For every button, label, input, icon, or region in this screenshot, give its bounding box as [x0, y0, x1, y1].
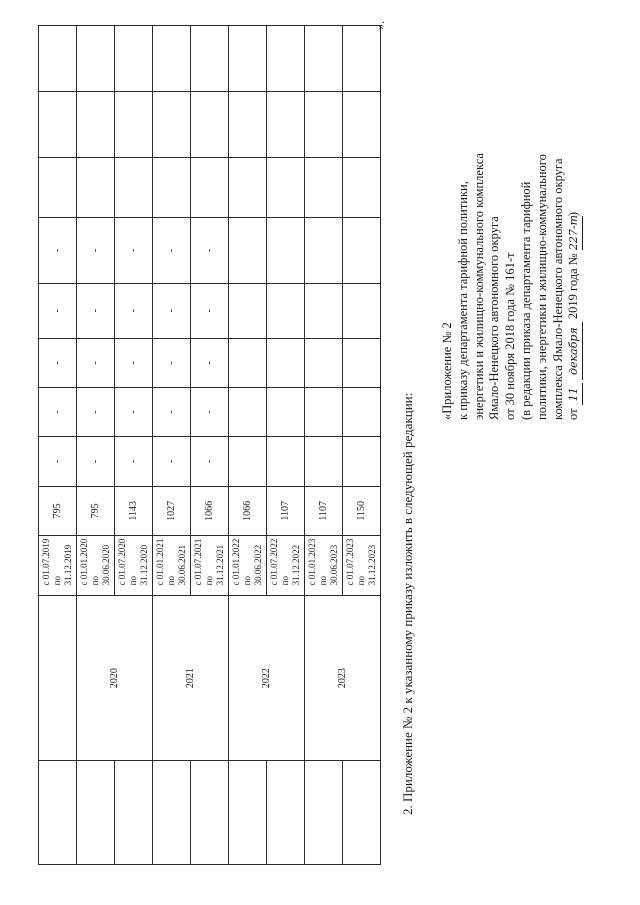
dash-cell: - [191, 338, 229, 387]
table-row [229, 26, 267, 865]
year-cell: 2021 [153, 596, 229, 761]
period-to: по 30.06.2021 [166, 544, 187, 586]
empty-cell [343, 760, 381, 864]
period-to: по 30.06.2023 [318, 544, 339, 586]
empty-cell [153, 760, 191, 864]
empty-cell [153, 157, 191, 217]
dash-cell [343, 387, 381, 436]
period-from: с 01.01.2021 [155, 538, 165, 586]
period-cell [191, 536, 229, 596]
period-from: с 01.07.2020 [117, 538, 127, 586]
table-row [77, 26, 115, 865]
handwritten-order-number: 227-т [566, 216, 583, 250]
year-cell: 2022 [229, 596, 305, 761]
dash-cell: - [153, 338, 191, 387]
empty-cell [77, 157, 115, 217]
appendix-line: к приказу департамента тарифной политики, [455, 181, 470, 420]
empty-cell [39, 91, 77, 157]
tariff-value-cell: 795 [77, 486, 115, 535]
period-cell [77, 536, 115, 596]
empty-cell [77, 760, 115, 864]
appendix-line: политики, энергетики и жилищно-коммунального [534, 154, 549, 420]
dash-cell [267, 218, 305, 284]
period-from: с 01.01.2023 [307, 538, 317, 586]
dash-cell [229, 283, 267, 338]
dash-cell [305, 387, 343, 436]
appendix-line: комплекса Ямало-Ненецкого автономного округа [550, 158, 565, 420]
dash-cell [267, 437, 305, 486]
appendix-line: (в редакции приказа департамента тарифной [518, 181, 533, 420]
empty-cell [267, 760, 305, 864]
period-cell [343, 536, 381, 596]
empty-cell [343, 26, 381, 92]
period-cell [115, 536, 153, 596]
dash-cell: - [115, 338, 153, 387]
appendix-date-line [566, 153, 583, 420]
period-to: по 31.12.2019 [52, 544, 73, 586]
empty-cell [343, 157, 381, 217]
period-from: с 01.07.2022 [269, 538, 279, 586]
empty-cell [39, 760, 77, 864]
empty-cell [267, 91, 305, 157]
dash-cell: - [39, 218, 77, 284]
dash-cell [229, 218, 267, 284]
dash-cell [343, 218, 381, 284]
dash-cell: - [115, 437, 153, 486]
appendix-line: Ямало-Ненецкого автономного округа [487, 216, 502, 420]
dash-cell [343, 283, 381, 338]
period-cell [267, 536, 305, 596]
period-cell [229, 536, 267, 596]
tariff-value-cell: 1107 [267, 486, 305, 535]
appendix-header [440, 153, 583, 420]
dash-cell [343, 338, 381, 387]
empty-cell [39, 26, 77, 92]
empty-cell [115, 91, 153, 157]
dash-cell [305, 283, 343, 338]
empty-cell [191, 760, 229, 864]
period-from: с 01.07.2021 [193, 538, 203, 586]
period-to: по 31.12.2022 [280, 544, 301, 586]
date-prefix: от [566, 408, 581, 420]
table-closing-mark: ». [373, 21, 387, 30]
empty-cell [305, 157, 343, 217]
dash-cell [305, 338, 343, 387]
empty-cell [115, 157, 153, 217]
dash-cell [267, 338, 305, 387]
period-to: по 31.12.2023 [356, 544, 377, 586]
period-cell [39, 536, 77, 596]
empty-cell [39, 157, 77, 217]
empty-cell [115, 760, 153, 864]
dash-cell [267, 283, 305, 338]
dash-cell: - [153, 387, 191, 436]
dash-cell: - [153, 283, 191, 338]
empty-cell [153, 91, 191, 157]
period-to: по 31.12.2021 [204, 544, 225, 586]
year-cell: 2020 [77, 596, 153, 761]
dash-cell: - [115, 218, 153, 284]
dash-cell [343, 437, 381, 486]
dash-cell: - [191, 387, 229, 436]
dash-cell: - [77, 283, 115, 338]
dash-cell: - [153, 218, 191, 284]
date-year-text: 2019 года № [566, 253, 581, 320]
period-cell [153, 536, 191, 596]
dash-cell [305, 218, 343, 284]
dash-cell: - [39, 437, 77, 486]
period-from: с 01.07.2023 [345, 538, 355, 586]
dash-cell: - [77, 387, 115, 436]
empty-cell [305, 760, 343, 864]
date-suffix: ) [566, 211, 581, 217]
period-to: по 31.12.2020 [128, 544, 149, 586]
dash-cell: - [77, 437, 115, 486]
empty-cell [305, 91, 343, 157]
period-from: с 01.07.2019 [41, 538, 51, 586]
dash-cell [267, 387, 305, 436]
period-to: по 30.06.2022 [242, 544, 263, 586]
empty-cell [77, 26, 115, 92]
table-row [305, 26, 343, 865]
dash-cell [229, 437, 267, 486]
empty-cell [191, 157, 229, 217]
dash-cell: - [115, 283, 153, 338]
period-cell [305, 536, 343, 596]
dash-cell: - [39, 283, 77, 338]
tariff-value-cell: 1066 [191, 486, 229, 535]
appendix-line: «Приложение № 2 [440, 322, 454, 420]
handwritten-month: декабря [566, 322, 583, 380]
dash-cell: - [153, 437, 191, 486]
tariff-value-cell: 795 [39, 486, 77, 535]
empty-cell [115, 26, 153, 92]
period-from: с 01.01.2022 [231, 538, 241, 586]
empty-cell [229, 91, 267, 157]
dash-cell: - [39, 387, 77, 436]
tariff-value-cell: 1066 [229, 486, 267, 535]
table-row [39, 26, 77, 865]
empty-cell [267, 157, 305, 217]
dash-cell: - [39, 338, 77, 387]
dash-cell [305, 437, 343, 486]
empty-cell [229, 157, 267, 217]
dash-cell: - [115, 387, 153, 436]
empty-cell [191, 91, 229, 157]
year-cell [39, 596, 77, 761]
tariff-value-cell: 1027 [153, 486, 191, 535]
empty-cell [153, 26, 191, 92]
empty-cell [267, 26, 305, 92]
appendix-line: от 30 ноября 2018 года № 161-т [503, 252, 518, 420]
instruction-paragraph: 2. Приложение № 2 к указанному приказу изложить в следующей редакции: [400, 392, 415, 815]
empty-cell [77, 91, 115, 157]
period-from: с 01.01.2020 [79, 538, 89, 586]
dash-cell: - [77, 218, 115, 284]
dash-cell: - [191, 218, 229, 284]
dash-cell [229, 338, 267, 387]
dash-cell: - [77, 338, 115, 387]
empty-cell [229, 760, 267, 864]
empty-cell [229, 26, 267, 92]
empty-cell [343, 91, 381, 157]
empty-cell [305, 26, 343, 92]
empty-cell [191, 26, 229, 92]
tariff-table [38, 25, 381, 865]
appendix-line: энергетики и жилищно-коммунального комплекса [471, 153, 486, 420]
tariff-value-cell: 1150 [343, 486, 381, 535]
handwritten-day: 11 [566, 383, 583, 405]
dash-cell: - [191, 283, 229, 338]
tariff-value-cell: 1107 [305, 486, 343, 535]
year-cell: 2023 [305, 596, 381, 761]
dash-cell [229, 387, 267, 436]
period-to: по 30.06.2020 [90, 544, 111, 586]
tariff-value-cell: 1143 [115, 486, 153, 535]
dash-cell: - [191, 437, 229, 486]
table-row [153, 26, 191, 865]
